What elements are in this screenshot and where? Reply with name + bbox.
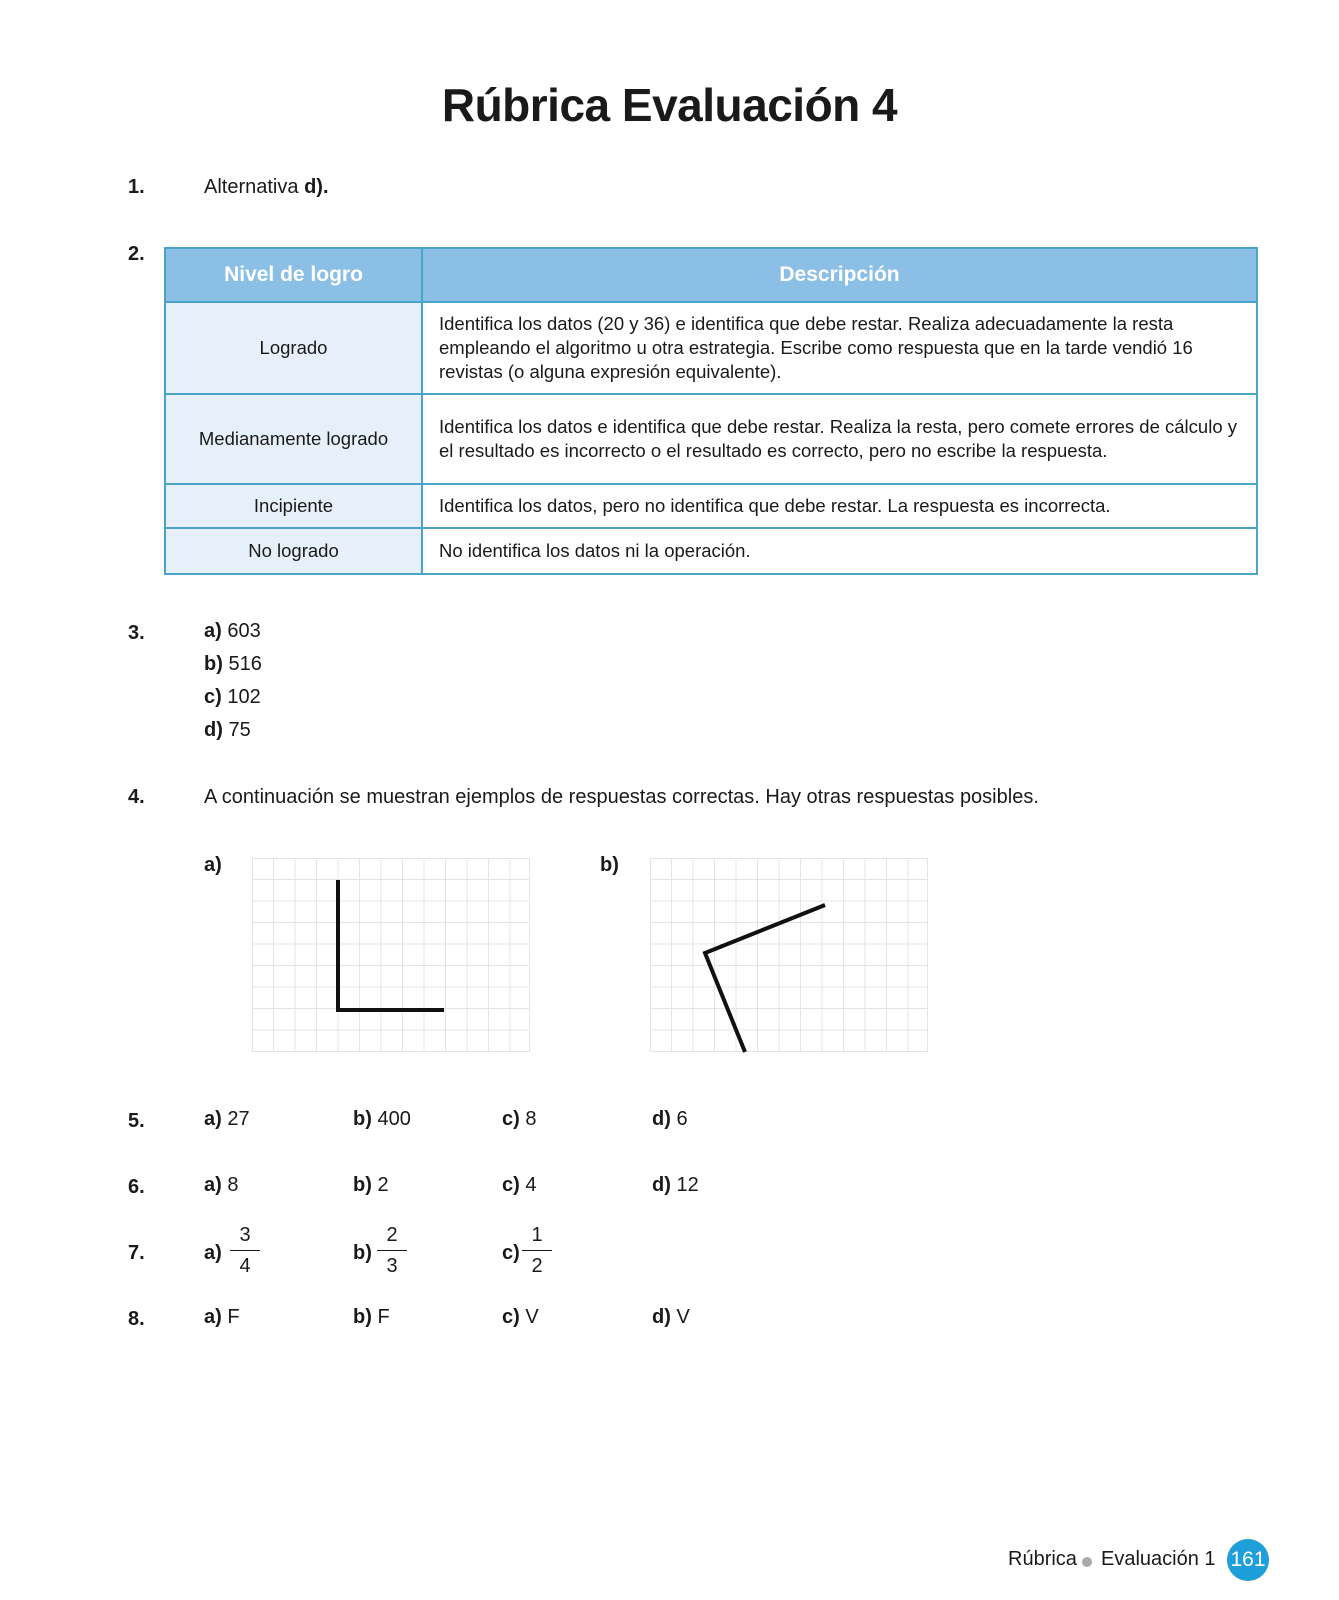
- answer-label: b): [353, 1174, 372, 1196]
- fraction: [377, 1224, 407, 1277]
- answer-label: c): [502, 1108, 520, 1130]
- question-number: 7.: [128, 1242, 145, 1264]
- q1-choice: d).: [304, 176, 329, 198]
- description-cell: No identifica los datos ni la operación.: [422, 528, 1257, 574]
- answer-label: c): [204, 686, 222, 708]
- answer-label: d): [652, 1108, 671, 1130]
- answer-label: d): [652, 1306, 671, 1328]
- answer-label: d): [652, 1174, 671, 1196]
- answer-label: d): [204, 719, 223, 741]
- question-number: 4.: [128, 786, 145, 808]
- right-angle: [338, 880, 444, 1010]
- answer-item: [652, 1306, 690, 1329]
- answer-value: 102: [227, 686, 261, 708]
- question-number: 8.: [128, 1308, 145, 1330]
- table-row: [165, 394, 1257, 484]
- table-header-row: [165, 248, 1257, 302]
- q4-label-a: a): [204, 854, 222, 876]
- answer-value: 27: [227, 1108, 250, 1130]
- answer-item: [204, 620, 261, 643]
- answer-item: [204, 653, 262, 676]
- answer-item: [502, 1306, 539, 1329]
- answer-value: 400: [377, 1108, 411, 1130]
- answer-item: [204, 686, 261, 709]
- answer-value: V: [676, 1306, 690, 1328]
- answer-item: [204, 1306, 240, 1329]
- header-description: Descripción: [422, 248, 1257, 302]
- denominator: 2: [531, 1255, 543, 1277]
- answer-item: [204, 1108, 250, 1131]
- answer-label: a): [204, 1108, 222, 1130]
- question-number: 1.: [128, 176, 145, 198]
- answer-label: b): [353, 1108, 372, 1130]
- footer-evaluation: Evaluación 1: [1101, 1548, 1216, 1570]
- question-number: 2.: [128, 243, 145, 265]
- answer-item: [353, 1306, 390, 1329]
- answer-value: 2: [377, 1174, 389, 1196]
- numerator: 1: [531, 1224, 543, 1246]
- answer-item: [204, 719, 251, 742]
- header-level: Nivel de logro: [165, 248, 422, 302]
- answer-value: 12: [676, 1174, 699, 1196]
- level-cell: Medianamente logrado: [165, 394, 422, 484]
- answer-value: F: [227, 1306, 240, 1328]
- level-cell: Incipiente: [165, 484, 422, 528]
- answer-label: b): [353, 1306, 372, 1328]
- answer-label: a): [204, 620, 222, 642]
- q4-text: A continuación se muestran ejemplos de respuestas correctas. Hay otras respuestas posibles.: [204, 786, 1039, 808]
- answer-label: c): [502, 1306, 520, 1328]
- table-row: [165, 484, 1257, 528]
- answer-item: [652, 1108, 688, 1131]
- page-title: Rúbrica Evaluación 4: [441, 79, 898, 131]
- denominator: 3: [386, 1255, 398, 1277]
- footer-section: Rúbrica: [1008, 1548, 1077, 1570]
- answer-item: [204, 1174, 238, 1197]
- answer-value: V: [525, 1306, 539, 1328]
- answer-value: 516: [228, 653, 262, 675]
- question-number: 6.: [128, 1176, 145, 1198]
- table-row: [165, 302, 1257, 394]
- answer-item: [353, 1174, 389, 1197]
- description-cell: Identifica los datos (20 y 36) e identifica que debe restar. Realiza adecuadamente la resta empleando el algoritmo u otra estrategia. Escribe como respuesta que en la tarde vendió 16 revistas (o alguna expresión equivalente).: [422, 302, 1257, 394]
- answer-value: 8: [525, 1108, 537, 1130]
- table-row: [165, 528, 1257, 574]
- answer-label: a): [204, 1174, 222, 1196]
- answer-label: c): [502, 1174, 520, 1196]
- numerator: 3: [239, 1224, 251, 1246]
- q4-label-b: b): [600, 854, 619, 876]
- description-cell: Identifica los datos e identifica que debe restar. Realiza la resta, pero comete errores de cálculo y el resultado es incorrecto o el resultado es correcto, pero no escribe la respuesta.: [422, 394, 1257, 484]
- grid-b-figure: [650, 858, 930, 1054]
- denominator: 4: [239, 1255, 251, 1277]
- answer-item: [502, 1174, 536, 1197]
- answer-value: 603: [227, 620, 261, 642]
- answer-label: a): [204, 1306, 222, 1328]
- description-cell: Identifica los datos, pero no identifica que debe restar. La respuesta es incorrecta.: [422, 484, 1257, 528]
- q1-text: Alternativa: [204, 176, 299, 198]
- fraction: [230, 1224, 260, 1277]
- answer-item: [502, 1108, 536, 1131]
- answer-item: [353, 1108, 411, 1131]
- answer-value: 6: [676, 1108, 688, 1130]
- rubric-table: [164, 247, 1258, 575]
- numerator: 2: [386, 1224, 398, 1246]
- answer-label: c): [502, 1242, 520, 1264]
- question-number: 3.: [128, 622, 145, 644]
- fraction: [522, 1224, 552, 1277]
- q1-answer: [204, 176, 329, 199]
- level-cell: Logrado: [165, 302, 422, 394]
- answer-value: 8: [227, 1174, 239, 1196]
- answer-label: a): [204, 1242, 222, 1264]
- answer-label: b): [353, 1242, 372, 1264]
- answer-label: b): [204, 653, 223, 675]
- page-number: 161: [1227, 1539, 1269, 1581]
- answer-value: 4: [525, 1174, 537, 1196]
- level-cell: No logrado: [165, 528, 422, 574]
- bullet-icon: [1082, 1557, 1092, 1567]
- answer-value: 75: [228, 719, 251, 741]
- answer-item: [652, 1174, 699, 1197]
- question-number: 5.: [128, 1110, 145, 1132]
- grid-a-figure: [252, 858, 532, 1054]
- answer-value: F: [377, 1306, 390, 1328]
